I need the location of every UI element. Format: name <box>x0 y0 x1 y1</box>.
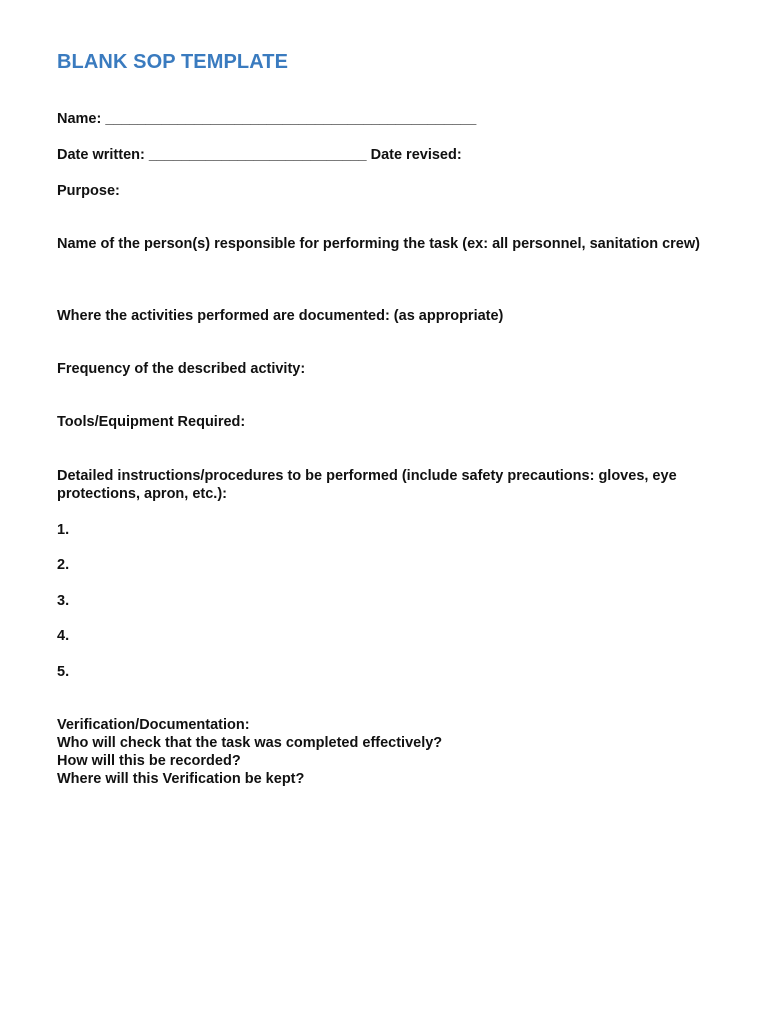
tools-label: Tools/Equipment Required: <box>57 414 246 430</box>
verification-heading: Verification/Documentation: <box>57 717 250 733</box>
date-field-line: Date written: ___________________________ Date revised: <box>57 147 462 163</box>
document-title: BLANK SOP TEMPLATE <box>57 51 289 73</box>
responsible-label: Name of the person(s) responsible for performing the task (ex: all personnel, sanitation crew) <box>57 236 700 252</box>
verification-question-1: Who will check that the task was completed effectively? <box>57 735 443 751</box>
verification-question-2: How will this be recorded? <box>57 753 241 769</box>
frequency-label: Frequency of the described activity: <box>57 361 306 377</box>
step-1: 1. <box>57 522 70 538</box>
step-4: 4. <box>57 628 70 644</box>
purpose-label: Purpose: <box>57 183 120 199</box>
step-3: 3. <box>57 593 70 609</box>
instructions-label: Detailed instructions/procedures to be performed (include safety precautions: gloves, eye protections, apron, etc.): <box>57 468 677 502</box>
name-field-line: Name: ______________________________________________ <box>57 111 477 127</box>
documented-label: Where the activities performed are documented: (as appropriate) <box>57 308 504 324</box>
step-5: 5. <box>57 664 70 680</box>
verification-section <box>57 716 442 788</box>
step-2: 2. <box>57 557 70 573</box>
verification-question-3: Where will this Verification be kept? <box>57 771 305 787</box>
